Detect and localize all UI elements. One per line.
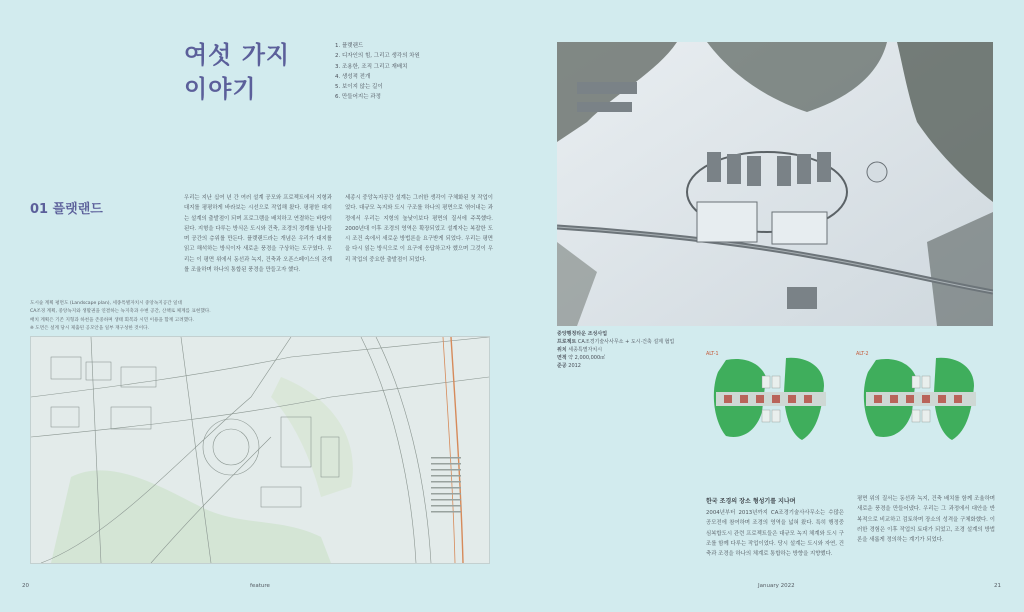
body-text: 우리는 지난 십여 년 간 여러 설계 공모와 프로젝트에서 지형과 대지를 평평하게 바라보는 시선으로 작업해 왔다. 평평한 대지는 설계의 출발점이 되며 프로그램을 배치하고 연결하는 바탕이 된다. 지형을 다루는 방식은 도시와 건축, 조경의 경계를 넘나들며 공간의 층위를 만든다. 플랫랜드라는 개념은 우리가 대지를 읽고 해석하는 방식이자 새로운 풍경을 구상하는 도구였다. 우리는 이 평면 위에서 동선과 녹지, 건축과 오픈스페이스의 관계를 조율하며 하나의 통합된 풍경을 만들고자 했다. xyxy=(184,195,332,274)
title-line-1: 여섯 가지 xyxy=(184,41,291,69)
feature-title xyxy=(184,38,290,106)
caption-value: 약 2,000,000㎡ xyxy=(568,355,606,361)
toc-item: 6. 만들어지는 과정 xyxy=(335,94,381,101)
toc-item: 3. 조용한, 조직 그리고 재배치 xyxy=(335,63,408,70)
sub-heading: 한국 조경의 장소 형성기를 지나며 xyxy=(706,498,796,505)
body-column-2 xyxy=(345,193,493,265)
toc-item: 5. 보이지 않는 길이 xyxy=(335,84,383,91)
diagram-label: ALT-1 xyxy=(706,352,719,357)
site-plan-drawing xyxy=(30,336,490,564)
footer-issue-date: January 2022 xyxy=(758,583,795,589)
diagram-label: ALT-2 xyxy=(856,352,869,357)
caption-value: 2012 xyxy=(568,363,581,369)
plan-caption xyxy=(30,300,500,333)
alternative-diagram-2 xyxy=(856,352,978,444)
aerial-photo xyxy=(557,42,993,326)
caption-value: 세종특별자치시 xyxy=(568,347,603,353)
caption-row xyxy=(557,354,674,362)
alternative-diagram-1 xyxy=(706,352,828,444)
caption-line: ※ 도면은 설계 당시 제출된 공모안을 일부 재구성한 것이다. xyxy=(30,325,150,331)
caption-line: CA조경 계획, 중앙녹지와 생활권을 연결하는 녹지축과 수변 공간, 산책로 체계를 표현했다. xyxy=(30,309,211,315)
page-number-left: 20 xyxy=(22,583,29,589)
footer-section-label: feature xyxy=(250,583,270,589)
body-text: 2004년부터 2013년까지 CA조경기술사사무소는 수많은 공모전에 참여하며 조경의 영역을 넓혀 왔다. 특히 행정중심복합도시 관련 프로젝트들은 대규모 녹지 체계와 도시 구조를 함께 다루는 작업이었다. 당시 설계는 도시와 자연, 건축과 조경을 하나의 체계로 통합하는 방향을 지향했다. xyxy=(706,510,844,558)
caption-line: 배치 계획은 기존 지형과 하천을 존중하며 생태 회복과 시민 이용을 함께 고려했다. xyxy=(30,317,194,323)
title-line-2: 이야기 xyxy=(184,75,257,103)
toc-item: 4. 생성적 전개 xyxy=(335,73,371,80)
caption-label: 프로젝트 xyxy=(557,339,577,345)
caption-value: CA조경기술사사무소 + 도시·건축 설계 협업 xyxy=(577,339,675,345)
caption-line: 도시숲 계획 평면도 (Landscape plan), 세종특별자치시 중앙녹지공간 일대 xyxy=(30,301,182,306)
body-text: 세종시 중앙녹지공간 설계는 그러한 생각이 구체화된 첫 작업이었다. 대규모 녹지와 도시 구조를 하나의 평면으로 엮어내는 과정에서 우리는 지형의 높낮이보다 평면의 질서에 주목했다. 2000년대 이후 조경의 영역은 확장되었고 설계자는 복잡한 도시 조건 속에서 새로운 방법론을 요구받게 되었다. 우리는 평면을 다시 읽는 방식으로 이 요구에 응답하고자 했으며 그것이 우리 작업의 중요한 출발점이 되었다. xyxy=(345,195,493,263)
photo-caption xyxy=(557,330,674,370)
caption-row xyxy=(557,338,674,346)
caption-row xyxy=(557,346,674,354)
body-column-1 xyxy=(184,193,332,275)
page-number-right: 21 xyxy=(994,583,1001,589)
body-column-4 xyxy=(857,494,995,545)
section-heading: 01 플랫랜드 xyxy=(30,202,103,217)
body-text: 평면 위의 질서는 동선과 녹지, 건축 배치를 함께 조율하며 새로운 풍경을 만들어냈다. 우리는 그 과정에서 대안을 반복적으로 비교하고 검토하며 장소의 성격을 구체화했다. 이러한 경험은 이후 작업의 토대가 되었고, 조경 설계의 방법론을 새롭게 정의하는 계기가 되었다. xyxy=(857,496,995,544)
table-of-contents xyxy=(335,41,420,103)
photo-caption-title: 중앙행정타운 조성사업 xyxy=(557,331,608,337)
body-column-3 xyxy=(706,508,844,559)
toc-item: 1. 플랫랜드 xyxy=(335,43,364,49)
caption-row xyxy=(557,362,674,370)
caption-label: 위치 xyxy=(557,347,567,353)
caption-label: 면적 xyxy=(557,355,567,361)
toc-item: 2. 디자인의 힘, 그리고 생각의 차원 xyxy=(335,53,420,60)
caption-label: 준공 xyxy=(557,363,567,369)
